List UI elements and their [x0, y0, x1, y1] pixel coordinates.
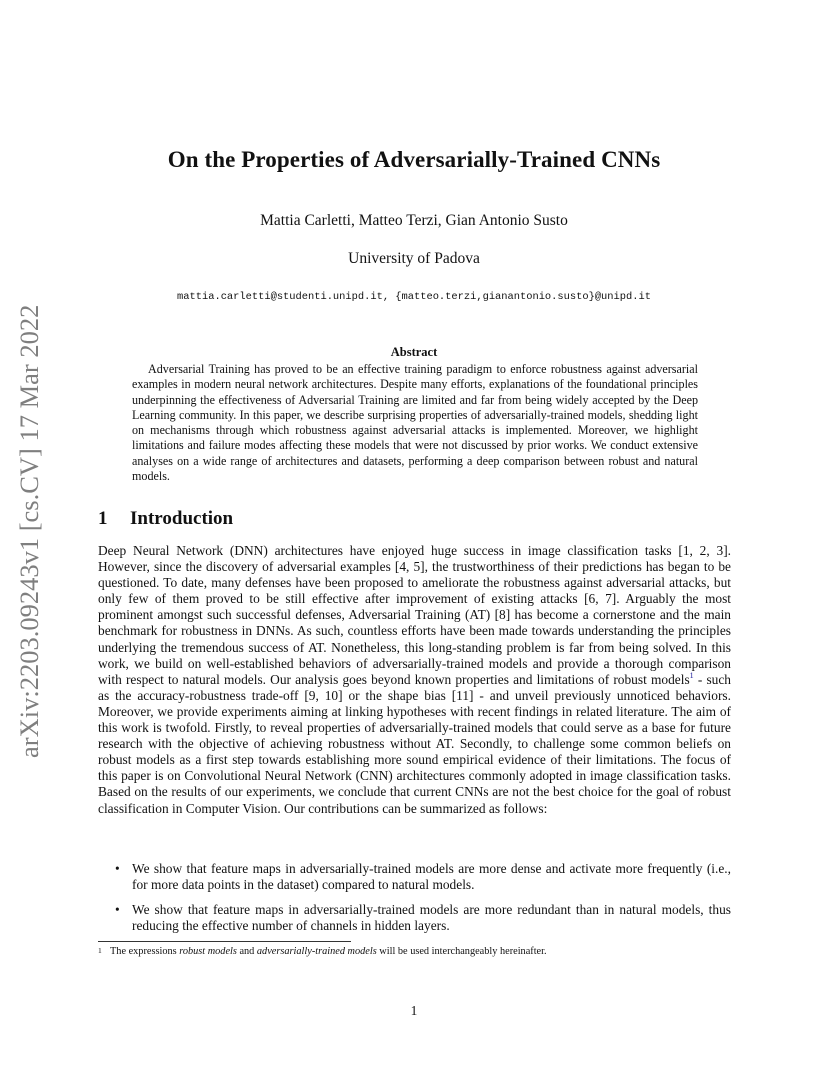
bullet-icon: •	[115, 861, 120, 876]
intro-text-part2: - such as the accuracy-robustness trade-off [9, 10] or the shape bias [11] - and unveil previously unnoticed behaviors. Moreover, we provide experiments aiming at linking hypotheses with recent findings in related literature. The aim of this work is twofold. Firstly, to reveal properties of adversarially-trained models that could serve as a base for future research with the objective of achieving robustness without AT. Secondly, to challenge some common beliefs on robust models as a first step towards establishing more sound empirical evidence of their limitations. The focus of this paper is on Convolutional Neural Network (CNN) architectures commonly adopted in image classification tasks. Based on the results of our experiments, we conclude that current CNNs are not the best choice for the goal of robust classification in Computer Vision. Our contributions can be summarized as follows:	[98, 671, 731, 816]
list-item-text: We show that feature maps in adversarially-trained models are more redundant than in natural models, thus reducing the effective number of channels in hidden layers.	[132, 902, 731, 934]
abstract-text: Adversarial Training has proved to be an effective training paradigm to enforce robustness against adversarial examples in modern neural network architectures. Despite many efforts, explanations of the foundational principles underpinning the effectiveness of Adversarial Training are limited and far from being widely accepted by the Deep Learning community. In this paper, we describe surprising properties of adversarially-trained models, shedding light on mechanisms through which robustness against adversarial attacks is implemented. Moreover, we highlight limitations and failure modes affecting these models that were not discussed by prior works. We conduct extensive analyses on a wide range of architectures and datasets, performing a deep comparison between robust and natural models.	[132, 362, 698, 484]
section-title: Introduction	[130, 508, 234, 529]
footnote	[98, 945, 750, 958]
footnote-divider	[98, 941, 351, 942]
page-number: 1	[410, 1003, 418, 1018]
footnote-term-robust-models: robust models	[179, 946, 237, 957]
footnote-middle: and	[236, 946, 257, 957]
list-item	[98, 902, 731, 934]
author-list: Mattia Carletti, Matteo Terzi, Gian Antonio Susto	[260, 212, 568, 229]
footnote-term-adversarially-trained-models: adversarially-trained models	[256, 946, 377, 957]
contributions-list	[98, 861, 731, 943]
footnote-reference[interactable]: 1	[689, 670, 694, 680]
list-item	[98, 861, 731, 893]
abstract-heading: Abstract	[390, 345, 438, 359]
footnote-suffix: will be used interchangeably hereinafter.	[376, 946, 547, 957]
footnote-marker: 1	[98, 946, 102, 955]
arxiv-identifier-stamp: arXiv:2203.09243v1 [cs.CV] 17 Mar 2022	[14, 304, 44, 758]
list-item-text: We show that feature maps in adversarially-trained models are more dense and activate more frequently (i.e., for more data points in the dataset) compared to natural models.	[132, 861, 731, 893]
bullet-icon: •	[115, 902, 120, 918]
introduction-paragraph	[98, 543, 731, 817]
author-emails: mattia.carletti@studenti.unipd.it, {matteo.terzi,gianantonio.susto}@unipd.it	[177, 291, 651, 303]
paper-title: On the Properties of Adversarially-Trained CNNs	[167, 147, 661, 172]
intro-text-part1: Deep Neural Network (DNN) architectures have enjoyed huge success in image classification tasks [1, 2, 3]. However, since the discovery of adversarial examples [4, 5], the trustworthiness of their predictions has began to be questioned. To date, many defenses have been proposed to ameliorate the robustness against adversarial attacks, but only few of them proved to be still effective after improvement of existing attacks [6, 7]. Arguably the most prominent amongst such successful defenses, Adversarial Training (AT) [8] has become a cornerstone and the main benchmark for robustness in DNNs. As such, countless efforts have been made towards understanding the principles underlying the tremendous success of AT. Nonetheless, this long-standing problem is far from being solved. In this work, we build on well-established behaviors of adversarially-trained models and provide a thorough comparison with respect to natural models. Our analysis goes beyond known properties and limitations of robust models	[98, 543, 731, 687]
footnote-prefix: The expressions	[110, 946, 180, 957]
affiliation: University of Padova	[348, 250, 480, 267]
section-number: 1	[98, 508, 108, 529]
